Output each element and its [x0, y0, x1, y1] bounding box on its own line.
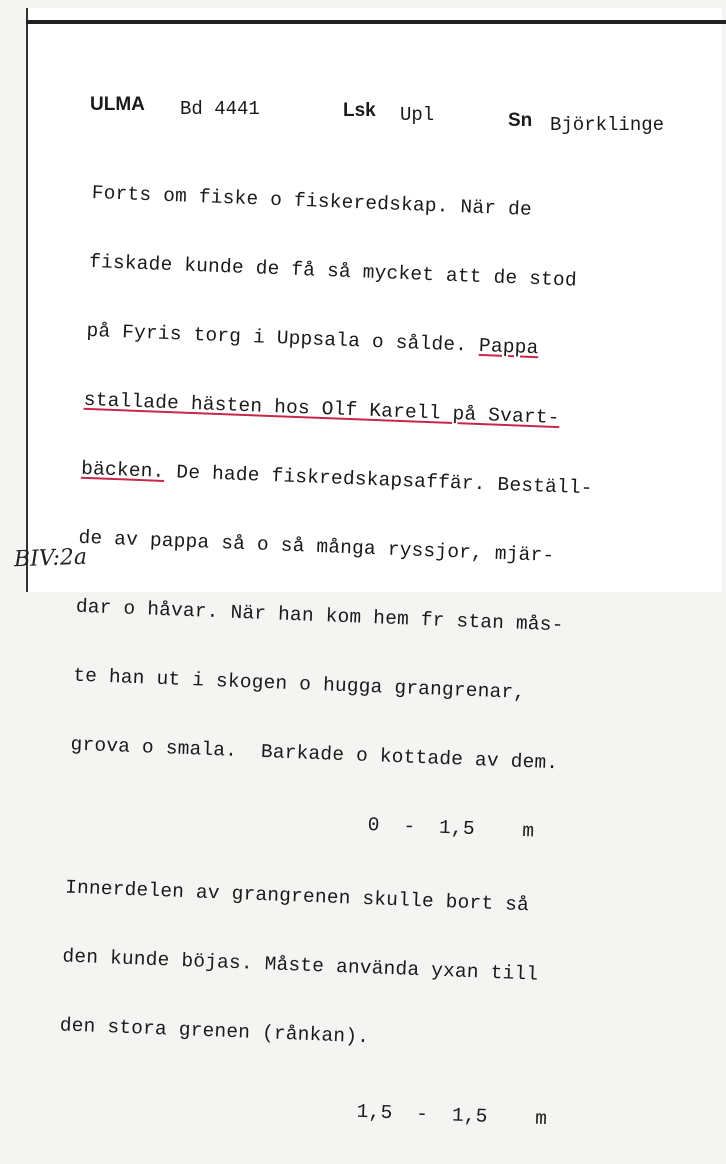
underlined-text: stallade hästen hos Olf Karell på Svart- — [83, 388, 561, 430]
text-segment: De hade fiskredskapsaffär. Beställ- — [164, 460, 594, 500]
archive-label: ULMA — [90, 94, 145, 115]
card-top-rule — [26, 20, 726, 24]
card-body-text — [55, 136, 703, 1164]
landskap-abbr: Lsk — [343, 100, 376, 121]
text-line: fiskade kunde de få så mycket att de stod — [88, 250, 578, 292]
text-line: Innerdelen av grangrenen skulle bort så — [64, 876, 530, 917]
handwritten-corner-note: BIV:2a — [13, 544, 88, 573]
text-line — [86, 320, 696, 366]
underlined-text: Pappa — [478, 334, 539, 360]
measurement-line — [67, 803, 678, 854]
text-line: den stora grenen (rånkan). — [59, 1014, 370, 1049]
underlined-text: bäcken. — [80, 457, 165, 483]
text-line: de av pappa så o så många ryssjor, mjär- — [78, 526, 555, 567]
text-segment: på Fyris torg i Uppsala o sålde. — [86, 319, 480, 357]
measurement-value: 1,5 - 1,5 m — [356, 1100, 548, 1131]
text-line: te han ut i skogen o hugga grangrenar, — [72, 664, 526, 704]
socken-value: Björklinge — [550, 114, 665, 136]
text-line: dar o håvar. När han kom hem fr stan mås- — [75, 595, 564, 637]
text-line: Forts om fiske o fiskeredskap. När de — [91, 181, 533, 221]
card-header — [0, 94, 726, 136]
text-line: grova o smala. Barkade o kottade av dem. — [70, 733, 559, 775]
text-line — [81, 458, 691, 504]
text-line — [83, 389, 693, 435]
measurement-line — [56, 1089, 667, 1140]
volume-label: Bd 4441 — [180, 98, 260, 120]
landskap-value: Upl — [400, 104, 435, 126]
measurement-value: 0 - 1,5 m — [367, 814, 535, 843]
text-line: den kunde böjas. Måste använda yxan till — [62, 945, 539, 986]
socken-abbr: Sn — [508, 110, 533, 131]
